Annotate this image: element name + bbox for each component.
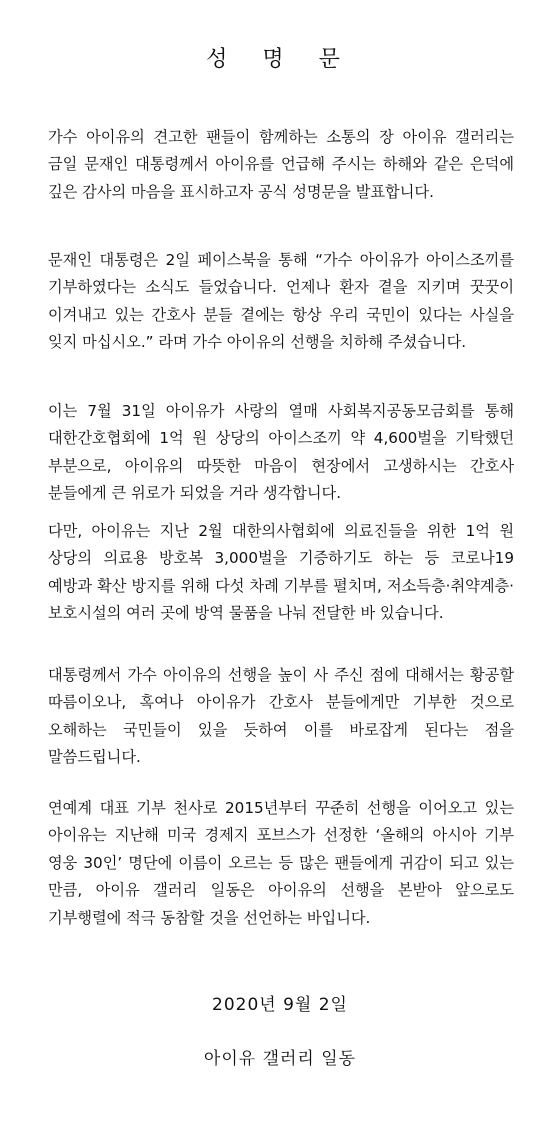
document-signature: 아이유 갤러리 일동	[203, 1049, 357, 1069]
document-title: 성 명 문	[206, 47, 354, 72]
paragraph-2: 문재인 대통령은 2일 페이스북을 통해 “가수 아이유가 아이스조끼를 기부하였다는 소식도 들었습니다. 언제나 환자 곁을 지키며 꿋꿋이 이겨내고 있는 간호사 분들 곁에는 항상 우리 국민이 있다는 사실을 잊지 마십시오.” 라며 가수 아이유의 선행을 치하해 주셨습니다.	[48, 251, 514, 352]
paragraph-5: 대통령께서 가수 아이유의 선행을 높이 사 주신 점에 대해서는 황공할 따름이오나, 혹여나 아이유가 간호사 분들에게만 기부한 것으로 오해하는 국민들이 있을 듯하여 이를 바로잡게 된다는 점을 말씀드립니다.	[48, 666, 514, 767]
paragraph-4: 다만, 아이유는 지난 2월 대한의사협회에 의료진들을 위한 1억 원 상당의 의료용 방호복 3,000벌을 기증하기도 하는 등 코로나19 예방과 확산 방지를 위해 다섯 차례 기부를 펼치며, 저소득층·취약계층·보호시설의 여러 곳에 방역 물품을 나눠 전달한 바 있습니다.	[48, 522, 514, 623]
document-date: 2020년 9월 2일	[212, 995, 348, 1015]
paragraph-6: 연예계 대표 기부 천사로 2015년부터 꾸준히 선행을 이어오고 있는 아이유는 지난해 미국 경제지 포브스가 선정한 ‘올해의 아시아 기부 영웅 30인’ 명단에 이름이 오르는 등 많은 팬들에게 귀감이 되고 있는 만큼, 아이유 갤러리 일동은 아이유의 선행을 본받아 앞으로도 기부행렬에 적극 동참할 것을 선언하는 바입니다.	[48, 799, 514, 927]
paragraph-1: 가수 아이유의 견고한 팬들이 함께하는 소통의 장 아이유 갤러리는 금일 문재인 대통령께서 아이유를 언급해 주시는 하해와 같은 은덕에 깊은 감사의 마음을 표시하고자 공식 성명문을 발표합니다.	[48, 128, 514, 201]
paragraph-3: 이는 7월 31일 아이유가 사랑의 열매 사회복지공동모금회를 통해 대한간호협회에 1억 원 상당의 아이스조끼 약 4,600벌을 기탁했던 부분으로, 아이유의 따뜻한 마음이 현장에서 고생하시는 간호사 분들에게 큰 위로가 되었을 거라 생각합니다.	[48, 402, 514, 503]
